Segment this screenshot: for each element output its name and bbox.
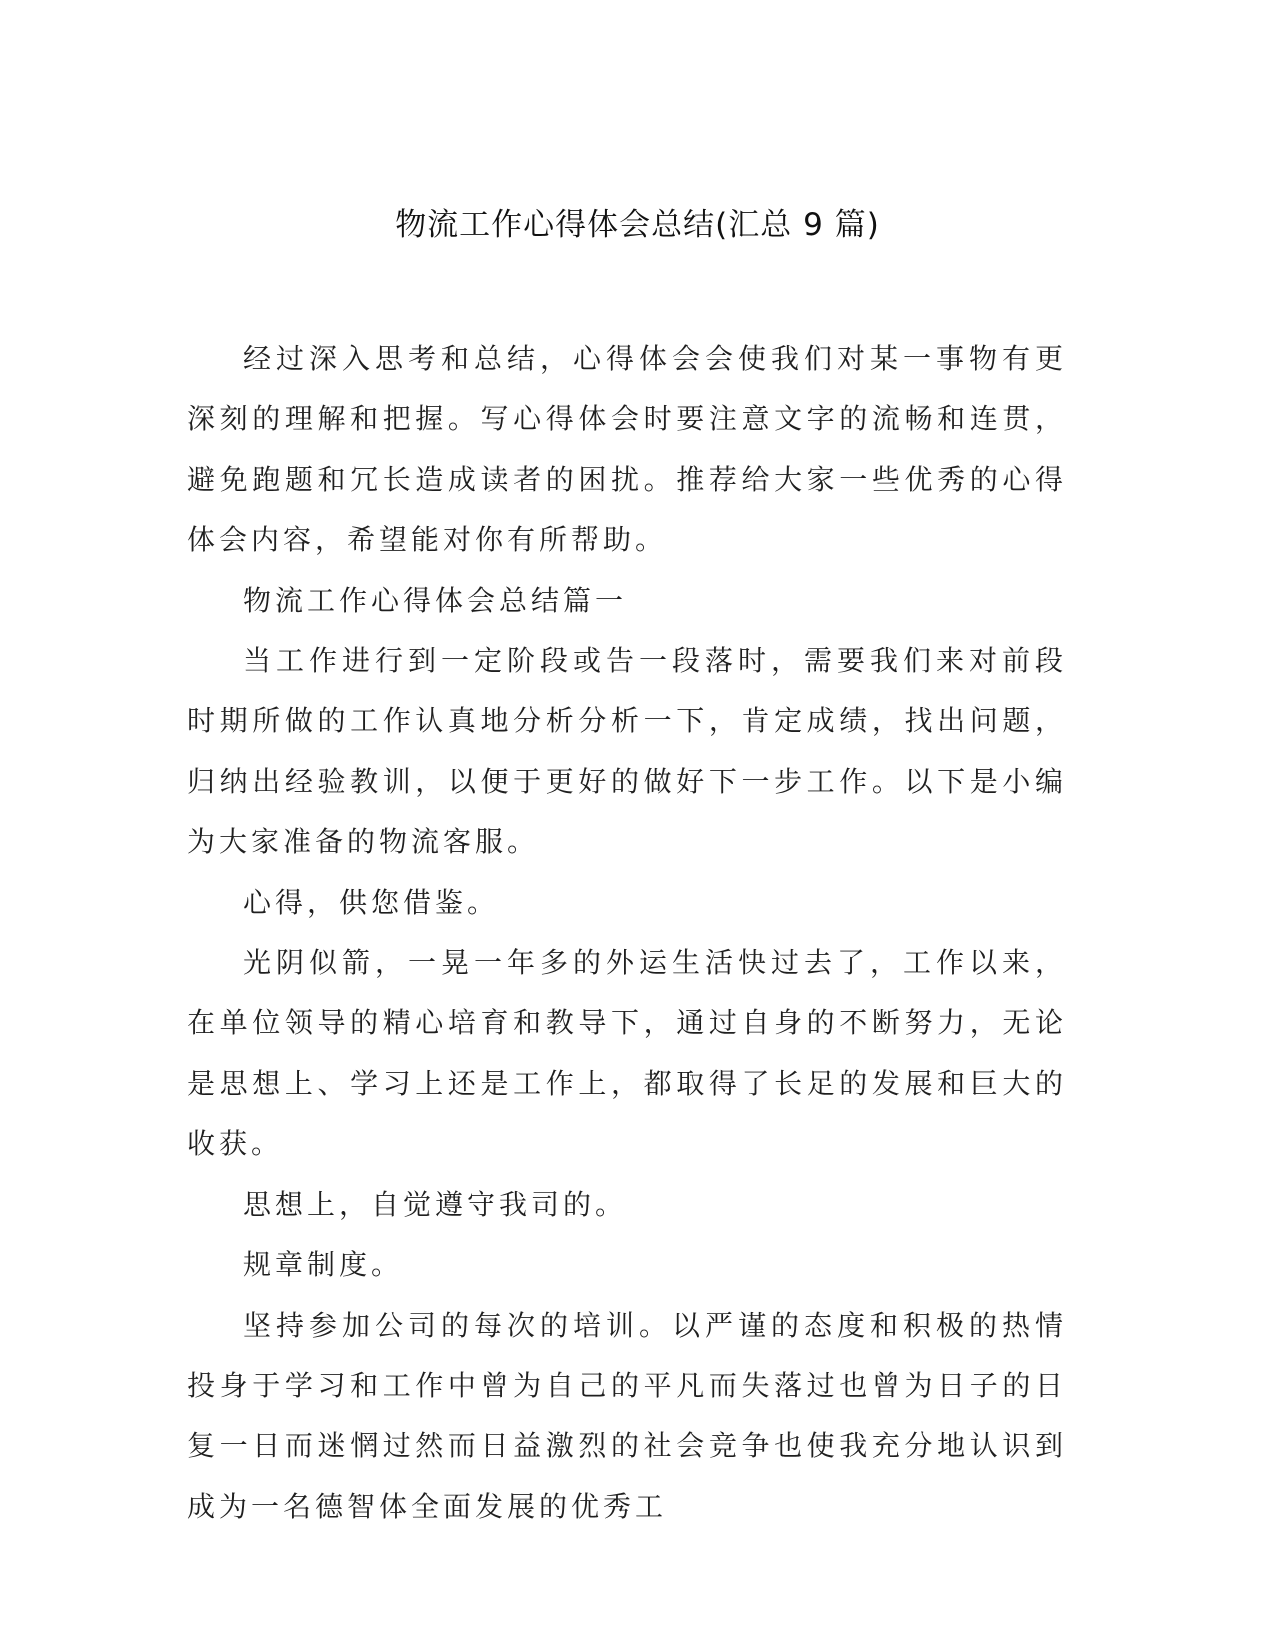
body-paragraph: 当工作进行到一定阶段或告一段落时，需要我们来对前段时期所做的工作认真地分析分析一下，肯定成绩，找出问题，归纳出经验教训，以便于更好的做好下一步工作。以下是小编为大家准备的物流客服。: [187, 644, 1067, 859]
body-paragraph: 规章制度。: [243, 1248, 404, 1282]
body-paragraph: 心得，供您借鉴。: [243, 885, 500, 919]
document-title: 物流工作心得体会总结(汇总 9 篇): [395, 207, 880, 243]
document-body: [187, 329, 1067, 1537]
intro-paragraph: 经过深入思考和总结，心得体会会使我们对某一事物有更深刻的理解和把握。写心得体会时要注意文字的流畅和连贯，避免跑题和冗长造成读者的困扰。推荐给大家一些优秀的心得体会内容，希望能对你有所帮助。: [187, 342, 1067, 557]
body-paragraph: 坚持参加公司的每次的培训。以严谨的态度和积极的热情投身于学习和工作中曾为自己的平凡而失落过也曾为日子的日复一日而迷惘过然而日益激烈的社会竞争也使我充分地认识到成为一名德智体全面发展的优秀工: [187, 1308, 1067, 1523]
body-paragraph: 思想上，自觉遵守我司的。: [243, 1187, 628, 1221]
section-heading: 物流工作心得体会总结篇一: [243, 583, 628, 617]
body-paragraph: 光阴似箭，一晃一年多的外运生活快过去了，工作以来，在单位领导的精心培育和教导下，通过自身的不断努力，无论是思想上、学习上还是工作上，都取得了长足的发展和巨大的收获。: [187, 946, 1067, 1161]
